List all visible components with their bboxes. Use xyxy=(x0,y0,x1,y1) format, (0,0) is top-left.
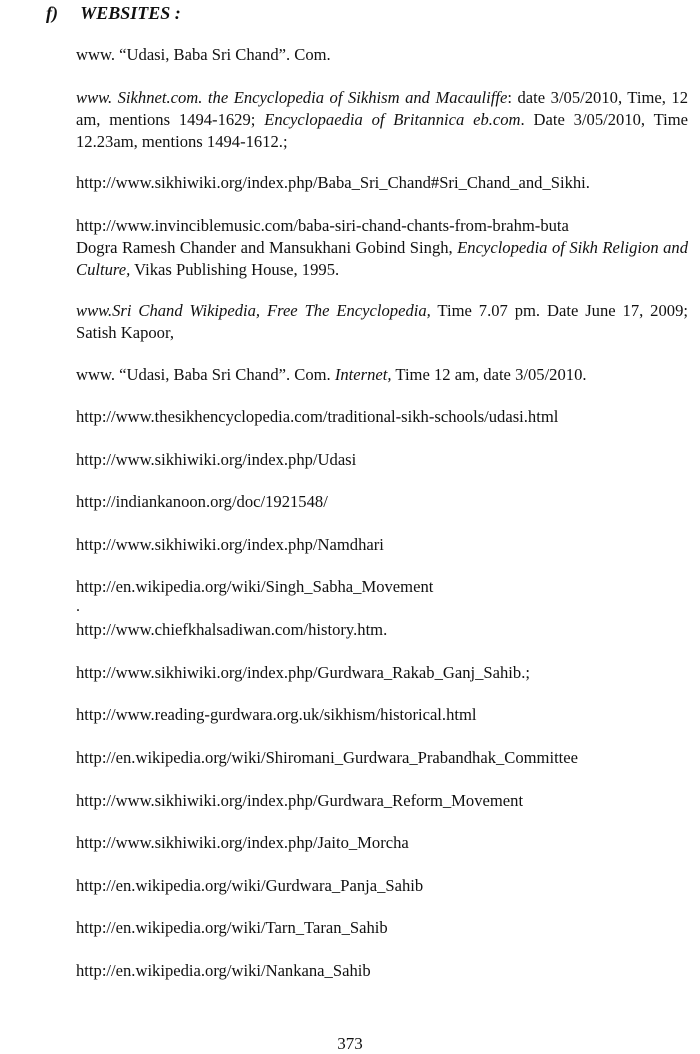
reference-text: Dogra Ramesh Chander and Mansukhani Gobind Singh, xyxy=(76,238,458,257)
reference-text: http://www.sikhiwiki.org/index.php/Jaito_Morcha xyxy=(76,833,409,852)
reference-text: www. “Udasi, Baba Sri Chand”. Com. xyxy=(76,365,335,384)
reference-entry xyxy=(76,875,688,897)
reference-entry xyxy=(76,576,688,598)
reference-entry xyxy=(76,215,688,281)
reference-text: http://en.wikipedia.org/wiki/Shiromani_Gurdwara_Prabandhak_Committee xyxy=(76,748,579,767)
reference-text: http://www.sikhiwiki.org/index.php/Baba_Sri_Chand#Sri_Chand_and_Sikhi. xyxy=(76,173,590,192)
stray-dot: . xyxy=(76,598,80,615)
reference-entry xyxy=(76,619,688,641)
reference-text: Time 12 am, date 3/05/2010. xyxy=(391,365,587,384)
reference-text: http://www.thesikhencyclopedia.com/traditional-sikh-schools/udasi.html xyxy=(76,407,559,426)
section-number: f) xyxy=(46,3,58,23)
page-number: 373 xyxy=(337,1034,363,1053)
reference-italic-text: Encyclopaedia of Britannica eb.com xyxy=(264,110,521,129)
reference-text: http://www.sikhiwiki.org/index.php/Gurdwara_Rakab_Ganj_Sahib.; xyxy=(76,663,530,682)
reference-text: http://en.wikipedia.org/wiki/Nankana_Sahib xyxy=(76,961,371,980)
reference-text: Vikas Publishing House, 1995. xyxy=(130,260,340,279)
reference-text: http://en.wikipedia.org/wiki/Tarn_Taran_Sahib xyxy=(76,918,388,937)
reference-entry xyxy=(76,960,688,982)
reference-text: www. “Udasi, Baba Sri Chand”. Com. xyxy=(76,45,331,64)
reference-text: http://indiankanoon.org/doc/1921548/ xyxy=(76,492,328,511)
reference-entry xyxy=(76,790,688,812)
reference-italic-text: Encyclopedia of Sikh Religion and Culture, xyxy=(76,238,688,279)
reference-entry xyxy=(76,917,688,939)
reference-text: http://en.wikipedia.org/wiki/Gurdwara_Panja_Sahib xyxy=(76,876,424,895)
reference-italic-text: www. Sikhnet.com. the Encyclopedia of Sikhism and Macauliffe xyxy=(76,88,508,107)
reference-entry xyxy=(76,491,688,513)
section-heading xyxy=(46,3,181,24)
reference-entry xyxy=(76,704,688,726)
reference-text: : date 3/05/2010, Time, 12 am, mentions 1494-1629; xyxy=(76,88,688,129)
reference-entry xyxy=(76,832,688,854)
reference-text: . Date 3/05/2010, Time 12.23am, mentions 1494-1612.; xyxy=(76,110,689,151)
reference-entry xyxy=(76,87,688,153)
reference-italic-text: Internet, xyxy=(334,365,392,384)
reference-entry xyxy=(76,364,688,386)
reference-entry xyxy=(76,172,688,194)
reference-entry xyxy=(76,747,688,769)
reference-entry xyxy=(76,44,688,66)
reference-entry xyxy=(76,534,688,556)
reference-entry xyxy=(76,406,688,428)
reference-text: http://www.chiefkhalsadiwan.com/history.htm. xyxy=(76,620,388,639)
reference-text: http://www.reading-gurdwara.org.uk/sikhism/historical.html xyxy=(76,705,477,724)
reference-text: http://www.sikhiwiki.org/index.php/Udasi xyxy=(76,450,357,469)
reference-text: http://en.wikipedia.org/wiki/Singh_Sabha_Movement xyxy=(76,577,434,596)
reference-entry xyxy=(76,449,688,471)
reference-text: http://www.sikhiwiki.org/index.php/Gurdwara_Reform_Movement xyxy=(76,791,524,810)
section-title: WEBSITES : xyxy=(80,3,181,23)
reference-italic-text: www.Sri Chand Wikipedia, Free The Encyclopedia, xyxy=(76,301,431,320)
reference-entry xyxy=(76,300,688,344)
reference-text: http://www.sikhiwiki.org/index.php/Namdhari xyxy=(76,535,384,554)
reference-text: http://www.invinciblemusic.com/baba-siri-chand-chants-from-brahm-buta xyxy=(76,216,569,235)
reference-entry xyxy=(76,662,688,684)
reference-text: Time 7.07 pm. Date June 17, 2009; Satish Kapoor, xyxy=(76,301,688,342)
